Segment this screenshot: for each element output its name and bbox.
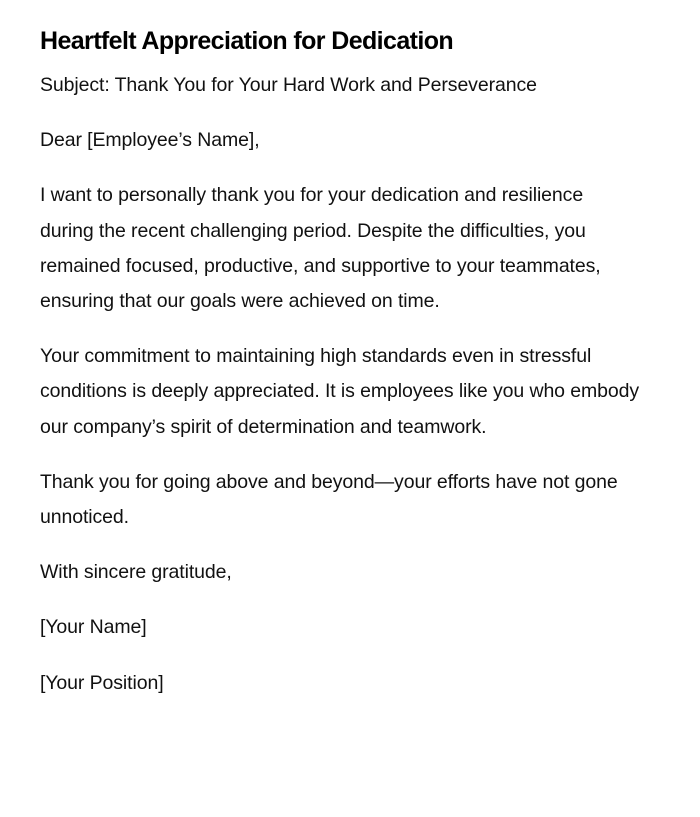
- document-title: Heartfelt Appreciation for Dedication: [40, 27, 454, 55]
- body-paragraph: Your commitment to maintaining high standards even in stressful conditions is deeply appreciated. It is employees like you who embody our company’s spirit of determination and teamwork.: [40, 345, 640, 438]
- signature-name: [Your Name]: [40, 616, 147, 639]
- body-paragraph: Thank you for going above and beyond—your efforts have not gone unnoticed.: [40, 470, 618, 529]
- salutation: Dear [Employee’s Name],: [40, 129, 260, 152]
- body-paragraph: I want to personally thank you for your dedication and resilience during the recent challenging period. Despite the difficulties, you remained focused, productive, and supportive to your teammates, ensuring that our goals were achieved on time.: [40, 184, 601, 313]
- letter-document: [40, 24, 640, 721]
- subject-line: Subject: Thank You for Your Hard Work and Perseverance: [40, 74, 537, 96]
- closing-line: With sincere gratitude,: [40, 561, 232, 584]
- signature-position: [Your Position]: [40, 671, 164, 694]
